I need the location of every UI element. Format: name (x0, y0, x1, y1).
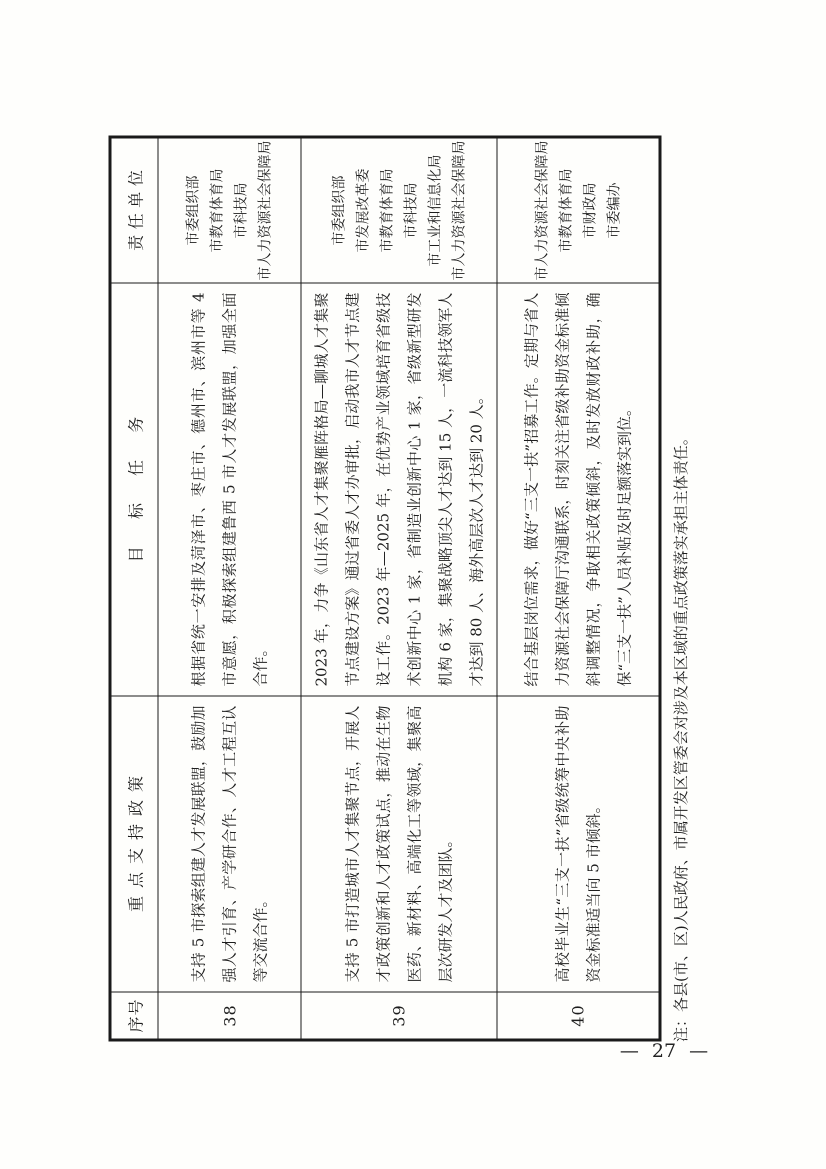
row-38-units (158, 137, 301, 283)
rotated-policy-table (109, 139, 659, 1042)
row-39-policy: 支持 5 市打造城市人才集聚节点，开展人才政策创新和人才政策试点，推动在生物医药、新材料、高端化工等领域，集聚高层次研发人才及团队。 (301, 696, 497, 992)
table-row (301, 137, 497, 1040)
row-38-target: 根据省统一安排及菏泽市、枣庄市、德州市、滨州市等 4 市意愿，积极探索组建鲁西 5 市人才发展联盟，加强全面合作。 (158, 283, 301, 696)
footnote: 注：各县(市、区)人民政府、市属开发区管委会对涉及本区域的重点政策落实承担主体责任。 (672, 430, 690, 1042)
row-38-index: 38 (158, 992, 301, 1040)
row-40-index: 40 (497, 992, 660, 1040)
row-39-index: 39 (301, 992, 497, 1040)
unit-item: 市委组织部 (185, 175, 202, 246)
unit-item: 市教育体育局 (379, 168, 395, 253)
page-number: — 27 — (619, 1040, 709, 1062)
unit-item: 市科技局 (233, 182, 250, 239)
unit-item: 市科技局 (403, 182, 419, 239)
unit-item: 市人力资源社会保障局 (451, 140, 467, 281)
unit-item: 市委编办 (606, 182, 622, 239)
unit-item: 市发展改革委 (355, 168, 371, 253)
unit-item: 市工业和信息化局 (427, 154, 443, 267)
unit-item: 市人力资源社会保障局 (534, 140, 550, 281)
row-40-target: 结合基层岗位需求，做好“三支一扶”招募工作。定期与省人力资源社会保障厅沟通联系，时刻关注省级补助资金标准倾斜调整情况，争取相关政策倾斜，及时发放财政补助，确保“三支一扶”人员补贴及时足额落实到位。 (497, 283, 660, 696)
policy-table (109, 136, 662, 1042)
row-39-units (301, 137, 497, 283)
row-39-target: 2023 年，力争《山东省人才集聚雁阵格局—聊城人才集聚节点建设方案》通过省委人才办审批，启动我市人才节点建设工作。2023 年—2025 年，在优势产业领域培育省级技术创新中心 1 家，省制造业创新中心 1 家，省级新型研发机构 6 家，集聚战略顶尖人才达到 15 人，一流科技领军人才达到 80 人、海外高层次人才达到 20 人。 (301, 283, 497, 696)
table-row (158, 137, 301, 1040)
header-target: 目标任务 (110, 283, 158, 696)
row-40-units (497, 137, 660, 283)
unit-item: 市委组织部 (331, 175, 347, 246)
unit-item: 市教育体育局 (558, 168, 574, 253)
unit-item: 市人力资源社会保障局 (257, 140, 274, 281)
unit-item: 市财政局 (582, 182, 598, 239)
header-policy: 重点支持政策 (110, 696, 158, 992)
table-header-row (110, 137, 158, 1040)
header-index: 序号 (110, 992, 158, 1040)
table-row (497, 137, 660, 1040)
row-40-policy: 高校毕业生“三支一扶”省级统筹中央补助资金标准适当向 5 市倾斜。 (497, 696, 660, 992)
unit-item: 市教育体育局 (209, 168, 226, 253)
header-unit: 责任单位 (110, 137, 158, 283)
row-38-policy: 支持 5 市探索组建人才发展联盟，鼓励加强人才引育、产学研合作、人才工程互认等交流合作。 (158, 696, 301, 992)
